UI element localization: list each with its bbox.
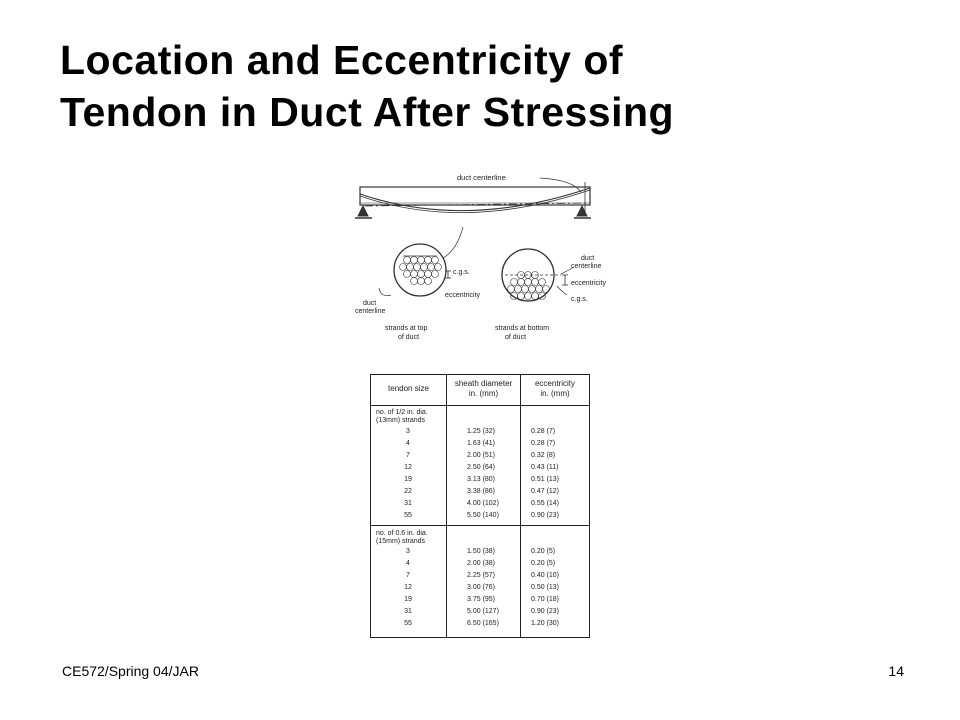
table-row (371, 438, 589, 449)
cell-sheath: 3.38 (86) (467, 488, 496, 495)
cell-size: 7 (406, 452, 410, 459)
cell-size: 31 (404, 500, 412, 507)
cell-size: 7 (406, 572, 410, 579)
cell-sheath: 3.00 (76) (467, 584, 496, 591)
tendon-duct-diagram (345, 170, 615, 350)
header-sheath-diameter (447, 379, 520, 399)
cell-size: 3 (406, 548, 410, 555)
cell-sheath: 2.00 (38) (467, 560, 496, 567)
cell-size: 19 (404, 596, 412, 603)
cell-size: 19 (404, 476, 412, 483)
footer-course-label: CE572/Spring 04/JAR (62, 663, 199, 679)
table-row (371, 510, 589, 521)
slide-title (60, 34, 920, 138)
header-sheath-line-2: in. (mm) (468, 389, 499, 398)
group1-label-line-2: (13mm) strands (376, 417, 426, 424)
cell-sheath: 3.75 (95) (467, 596, 496, 603)
cell-sheath: 2.50 (64) (467, 464, 496, 471)
cell-sheath: 4.00 (102) (467, 500, 499, 507)
duct-section-strands-top (355, 227, 481, 341)
cell-sheath: 5.50 (140) (467, 512, 499, 519)
duct-centerline-top-label: duct centerline (457, 173, 506, 182)
cell-size: 22 (404, 488, 412, 495)
table-group-divider (371, 525, 589, 526)
table-row (371, 450, 589, 461)
duct-section-strands-bottom (495, 249, 607, 341)
table-row (371, 570, 589, 581)
table-row (371, 498, 589, 509)
cell-ecc: 0.20 (5) (531, 560, 556, 567)
cell-ecc: 0.90 (23) (531, 608, 560, 615)
cell-ecc: 0.28 (7) (531, 428, 556, 435)
table-row (371, 486, 589, 497)
table-row (371, 582, 589, 593)
cell-size: 4 (406, 440, 410, 447)
duct-centerline-left-label-2: centerline (355, 308, 386, 315)
strands-top-label-1: strands at top (385, 325, 428, 332)
table-row (371, 426, 589, 437)
table-row (371, 474, 589, 485)
cell-size: 3 (406, 428, 410, 435)
beam-elevation (360, 178, 590, 213)
cell-sheath: 2.00 (51) (467, 452, 496, 459)
cell-ecc: 0.47 (12) (531, 488, 560, 495)
tendon-size-table (370, 374, 590, 638)
cell-ecc: 0.51 (13) (531, 476, 560, 483)
cell-ecc: 0.55 (14) (531, 500, 560, 507)
header-sheath-line-1: sheath diameter (454, 379, 513, 388)
duct-centerline-right-label-2: centerline (571, 263, 602, 270)
header-eccentricity-line-2: in. (mm) (540, 389, 570, 398)
cell-ecc: 0.20 (5) (531, 548, 556, 555)
tendon-duct-figure (345, 170, 615, 350)
cell-ecc: 1.20 (30) (531, 620, 560, 627)
cell-ecc: 0.70 (18) (531, 596, 560, 603)
slide-title-line-2: Tendon in Duct After Stressing (60, 89, 675, 135)
cgs-label-right: c.g.s. (571, 296, 588, 303)
table-row (371, 606, 589, 617)
cell-sheath: 5.00 (127) (467, 608, 499, 615)
cell-size: 12 (404, 464, 412, 471)
group2-label (376, 530, 428, 546)
beam-supports (355, 206, 591, 218)
cgs-label-left: c.g.s. (453, 269, 470, 276)
cell-size: 4 (406, 560, 410, 567)
cell-size: 12 (404, 584, 412, 591)
cell-ecc: 0.43 (11) (531, 464, 559, 471)
table-row (371, 546, 589, 557)
duct-centerline-right-label-1: duct (581, 255, 595, 262)
header-tendon-size: tendon size (388, 384, 429, 393)
strands-top-label-2: of duct (398, 334, 420, 341)
header-eccentricity-line-1: eccentricity (534, 379, 575, 388)
strands-bottom-label-2: of duct (505, 334, 527, 341)
cell-sheath: 1.63 (41) (467, 440, 496, 447)
cell-ecc: 0.40 (10) (531, 572, 560, 579)
cell-size: 55 (404, 620, 412, 627)
group2-label-line-1: no. of 0.6 in. dia. (376, 530, 428, 537)
table-row (371, 594, 589, 605)
cell-ecc: 0.28 (7) (531, 440, 556, 447)
table-row (371, 462, 589, 473)
table-header-divider (371, 405, 589, 406)
duct-centerline-left-label-1: duct (363, 300, 377, 307)
cell-size: 31 (404, 608, 412, 615)
cell-size: 55 (404, 512, 412, 519)
cell-sheath: 3.13 (80) (467, 476, 496, 483)
header-eccentricity (521, 379, 589, 399)
cell-sheath: 1.50 (38) (467, 548, 496, 555)
group2-label-line-2: (15mm) strands (376, 538, 426, 545)
cell-ecc: 0.32 (8) (531, 452, 556, 459)
cell-sheath: 2.25 (57) (467, 572, 496, 579)
cell-ecc: 0.50 (13) (531, 584, 560, 591)
eccentricity-label-left: eccentricity (445, 292, 481, 299)
cell-ecc: 0.90 (23) (531, 512, 560, 519)
slide-title-line-1: Location and Eccentricity of (60, 37, 624, 83)
table-row (371, 558, 589, 569)
table-row (371, 618, 589, 629)
page-number: 14 (888, 663, 904, 679)
group1-label (376, 409, 428, 425)
strands-bottom-label-1: strands at bottom (495, 325, 550, 332)
cell-sheath: 1.25 (32) (467, 428, 496, 435)
eccentricity-label-right: eccentricity (571, 280, 607, 287)
cell-sheath: 6.50 (165) (467, 620, 499, 627)
group1-label-line-1: no. of 1/2 in. dia. (376, 409, 428, 416)
